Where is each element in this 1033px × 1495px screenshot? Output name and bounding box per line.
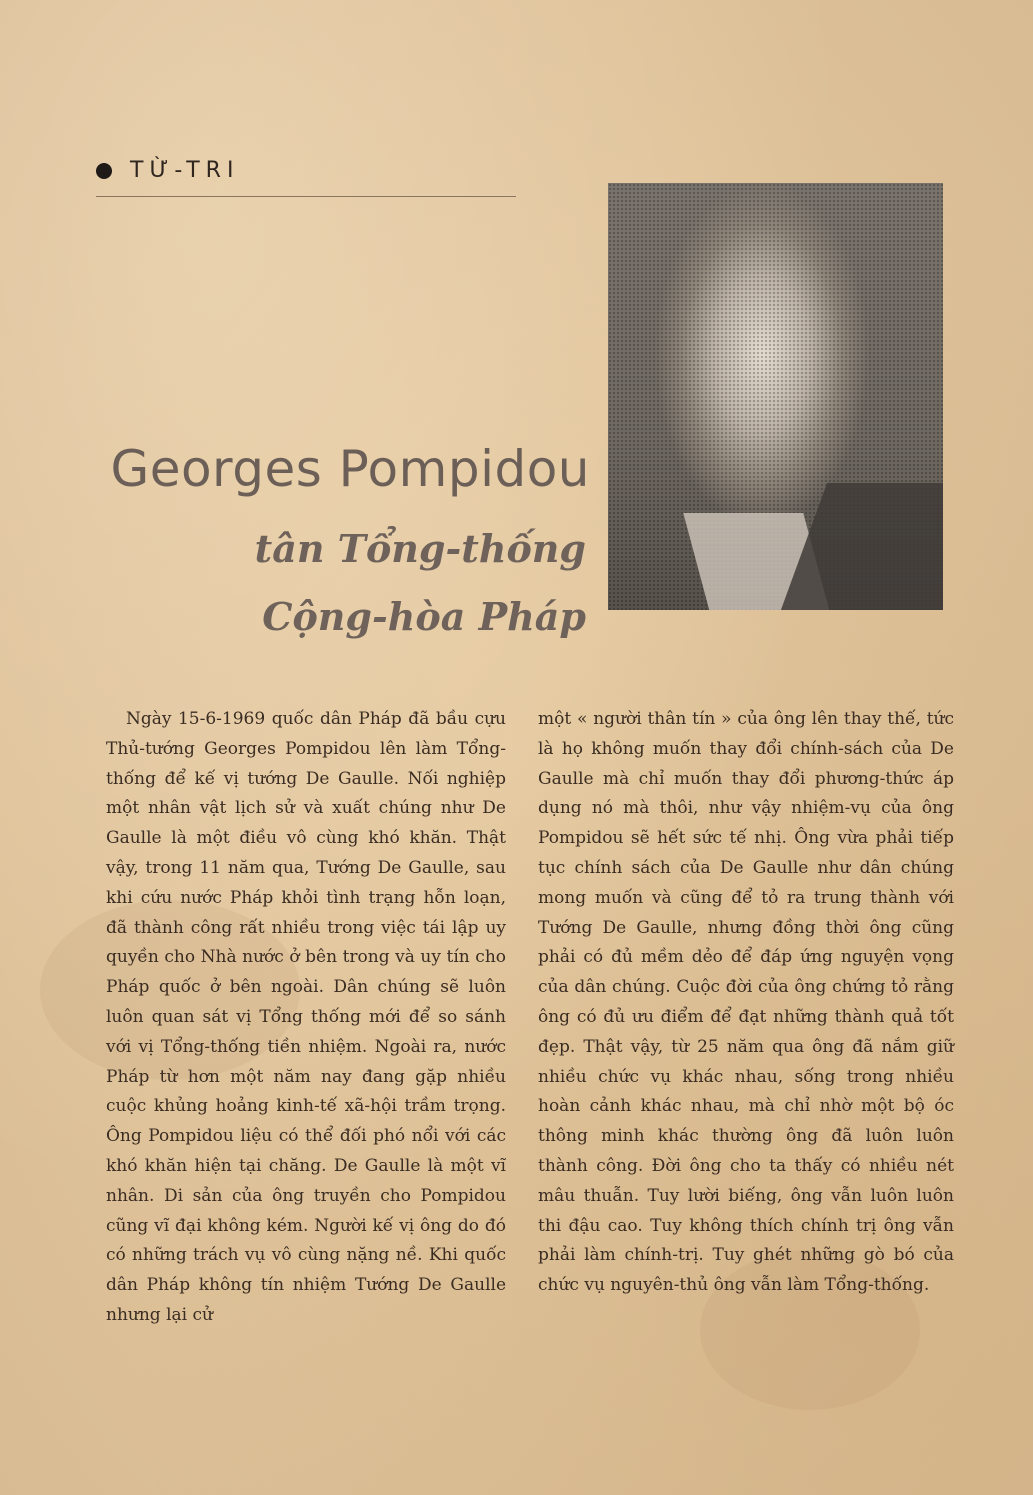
section-label: TỪ-TRI (130, 158, 240, 183)
paragraph: một « người thân tín » của ông lên thay thế, tức là họ không muốn thay đổi chính-sách của De Gaulle mà chỉ muốn thay đổi phương-thức áp dụng nó mà thôi, như vậy nhiệm-vụ của ông Pompidou sẽ hết sức tế nhị. Ông vừa phải tiếp tục chính sách của De Gaulle như dân chúng mong muốn và cũng để tỏ ra trung thành với Tướng De Gaulle, nhưng đồng thời ông cũng phải có đủ mềm dẻo để đáp ứng nguyện vọng của dân chúng. Cuộc đời của ông chứng tỏ rằng ông có đủ ưu điểm để đạt những thành quả tốt đẹp. Thật vậy, từ 25 năm qua ông đã nắm giữ nhiều chức vụ khác nhau, sống trong nhiều hoàn cảnh khác nhau, mà chỉ nhờ một bộ óc thông minh khác thường ông đã luôn luôn thành công. Đời ông cho ta thấy có nhiều nét mâu thuẫn. Tuy lười biếng, ông vẫn luôn luôn thi đậu cao. Tuy không thích chính trị ông vẫn phải làm chính-trị. Tuy ghét những gò bó của chức vụ nguyên-thủ ông vẫn làm Tổng-thống. (538, 709, 954, 1296)
article-title: Georges Pompidou (110, 440, 590, 498)
section-rule (96, 196, 516, 197)
portrait-photo (608, 183, 943, 610)
article-subtitle-line1: tân Tổng-thống (254, 526, 586, 571)
article-column-left (106, 705, 506, 1331)
section-tag (96, 158, 239, 183)
article-subtitle-line2: Cộng-hòa Pháp (262, 594, 586, 639)
paragraph: Ngày 15-6-1969 quốc dân Pháp đã bầu cựu Thủ-tướng Georges Pompidou lên làm Tổng-thống để kế vị tướng De Gaulle. Nối nghiệp một nhân vật lịch sử và xuất chúng như De Gaulle là một điều vô cùng khó khăn. Thật vậy, trong 11 năm qua, Tướng De Gaulle, sau khi cứu nước Pháp khỏi tình trạng hỗn loạn, đã thành công rất nhiều trong việc tái lập uy quyền cho Nhà nước ở bên trong và uy tín cho Pháp quốc ở bên ngoài. Dân chúng sẽ luôn luôn quan sát vị Tổng thống mới để so sánh với vị Tổng-thống tiền nhiệm. Ngoài ra, nước Pháp từ hơn một năm nay đang gặp nhiều cuộc khủng hoảng kinh-tế xã-hội trầm trọng. Ông Pompidou liệu có thể đối phó nổi với các khó khăn hiện tại chăng. De Gaulle là một vĩ nhân. Di sản của ông truyền cho Pompidou cũng vĩ đại không kém. Người kế vị ông do đó có những trách vụ vô cùng nặng nề. Khi quốc dân Pháp không tín nhiệm Tướng De Gaulle nhưng lại cử (106, 709, 506, 1325)
article-column-right (538, 705, 954, 1301)
bullet-icon (96, 163, 112, 179)
